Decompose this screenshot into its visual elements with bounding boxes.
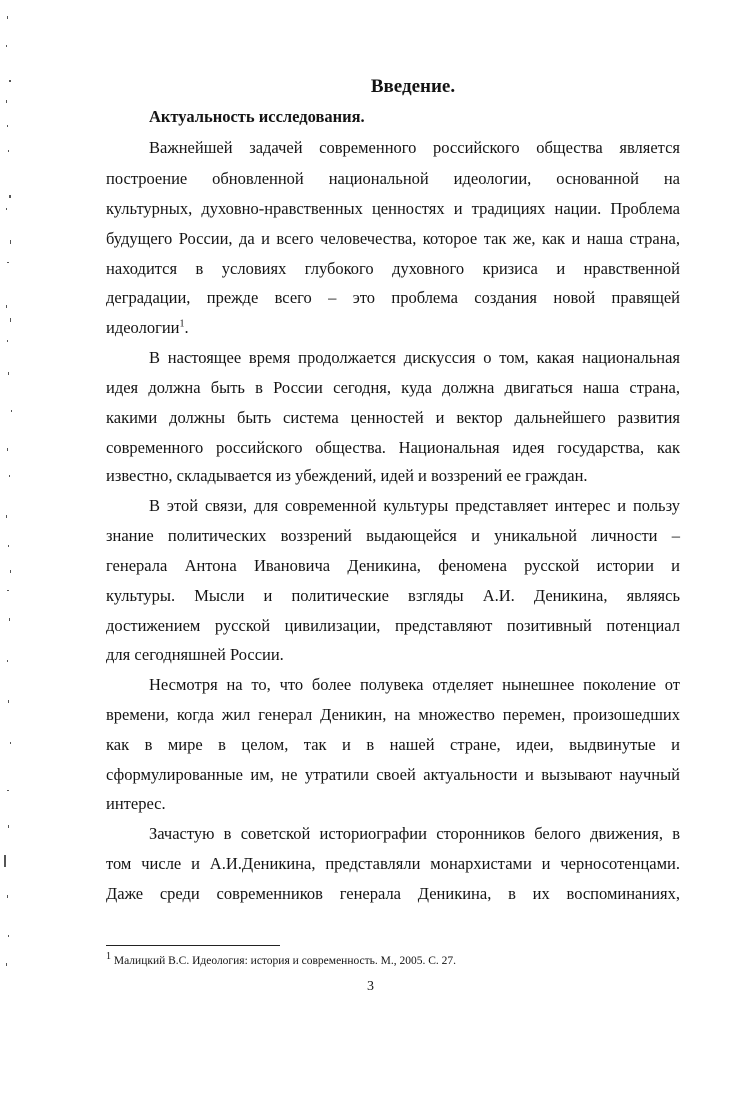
- page-number: 3: [367, 979, 374, 994]
- footnote-reference[interactable]: 1: [179, 318, 185, 330]
- text-line: Даже среди современников генерала Деникина, в их воспоминаниях,: [106, 884, 680, 903]
- text-line: достижением русской цивилизации, представляют позитивный потенциал: [106, 616, 680, 635]
- text-line: деградации, прежде всего – это проблема создания новой правящей: [106, 288, 680, 307]
- text-line: культурных, духовно-нравственных ценностях и традициях нации. Проблема: [106, 199, 680, 218]
- text-line: культуры. Мысли и политические взгляды А.И. Деникина, являясь: [106, 586, 680, 605]
- text-line: том числе и А.И.Деникина, представляли монархистами и черносотенцами.: [106, 854, 680, 873]
- text-line: интерес.: [106, 794, 166, 813]
- text-line: идея должна быть в России сегодня, куда должна двигаться наша страна,: [106, 378, 680, 397]
- text-line: Несмотря на то, что более полувека отделяет нынешнее поколение от: [149, 675, 680, 694]
- footnote-marker: 1: [106, 951, 111, 963]
- footnote-text: Малицкий В.С. Идеология: история и современность. М., 2005. С. 27.: [111, 955, 457, 967]
- text-line: Важнейшей задачей современного российского общества является: [149, 138, 680, 157]
- text-line: для сегодняшней России.: [106, 645, 284, 664]
- text-line: сформулированные им, не утратили своей актуальности и вызывают научный: [106, 765, 680, 784]
- footnote: [106, 951, 680, 969]
- text-line: построение обновленной национальной идеологии, основанной на: [106, 169, 680, 188]
- text-line: генерала Антона Ивановича Деникина, феномена русской истории и: [106, 556, 680, 575]
- text-line: как в мире в целом, так и в нашей стране, идеи, выдвинутые и: [106, 735, 680, 754]
- text-line: В настоящее время продолжается дискуссия о том, какая национальная: [149, 348, 680, 367]
- text-line: Зачастую в советской историографии сторонников белого движения, в: [149, 824, 680, 843]
- section-heading: Актуальность исследования.: [149, 107, 365, 126]
- page-title: Введение.: [370, 76, 456, 97]
- sentence-period: .: [184, 318, 189, 337]
- text-line: [106, 318, 680, 338]
- text-line: находится в условиях глубокого духовного кризиса и нравственной: [106, 259, 680, 278]
- text-line-content: идеологии: [106, 318, 180, 337]
- text-line: известно, складывается из убеждений, идей и воззрений ее граждан.: [106, 466, 588, 485]
- footnote-divider: [106, 945, 280, 946]
- text-line: современного российского общества. Национальная идея государства, как: [106, 438, 680, 457]
- text-line: В этой связи, для современной культуры представляет интерес и пользу: [149, 496, 680, 515]
- text-line: времени, когда жил генерал Деникин, на множество перемен, произошедших: [106, 705, 680, 724]
- text-line: будущего России, да и всего человечества, которое так же, как и наша страна,: [106, 229, 680, 248]
- text-line: знание политических воззрений выдающейся и уникальной личности –: [106, 526, 680, 545]
- text-line: какими должны быть система ценностей и вектор дальнейшего развития: [106, 408, 680, 427]
